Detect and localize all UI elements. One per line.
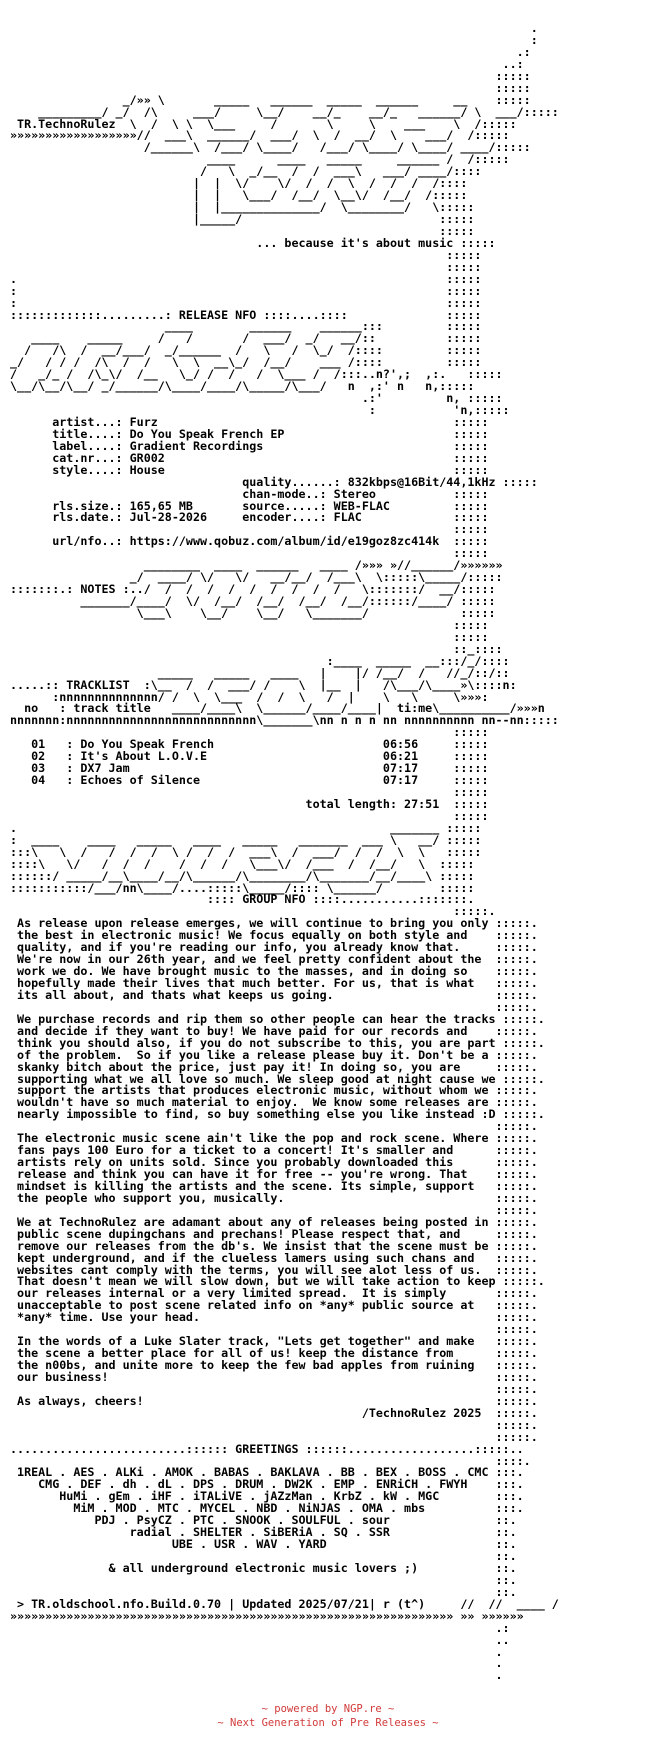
nfo-line: release and think you can have it for free -- you're wrong. That :::::. [10,1167,538,1181]
nfo-line: .:' n, ::::: [10,391,503,406]
nfo-line: _/»» \ _____ ______ _____ ______ __ ::::: [10,92,531,107]
nfo-line: label....: Gradient Recordings ::::: [10,438,489,453]
nfo-line: ::::::/ _____/__\____/__/\______/\________/\_______/__/____\ ::::: [10,868,475,883]
nfo-line: /______\ /___/ \____/ /___/ \____/ \____/ ____/::::: [10,140,531,155]
nfo-line: public scene dupingchans and prechans! Please respect that, and :::::. [10,1226,538,1241]
nfo-line: 02 : It's About L.O.V.E 06:21 ::::: [10,749,489,764]
nfo-line: :::::. [10,1417,538,1432]
nfo-line: our business! :::::. [10,1369,538,1384]
nfo-line: CMG . DEF . dh . dL . DPS . DRUM . DW2K . EMP . ENRiCH . FWYH :::. [10,1477,524,1492]
nfo-line: no : track title ____/____\ \______/____/____| ti:me\__________/»»»n [10,701,545,716]
nfo-line: . _______ ::::: [10,820,482,835]
nfo-line: :::::. [10,1202,538,1217]
nfo-line: ::::: [10,725,489,740]
nfo-line: That doesn't mean we will slow down, but we will take action to keep :::::. [10,1274,545,1289]
nfo-line: ::::: [10,629,489,644]
nfo-line: its all about, and thats what keeps us going. :::::. [10,987,538,1002]
nfo-line: »»»»»»»»»»»»»»»»»»// ___\ ______/ ___/ \ / __/ \ ___/ /::::: [10,128,510,143]
nfo-line: ____ ______ ______::: ::::: [10,319,482,334]
nfo-line: > TR.oldschool.nfo.Build.0.70 | Updated 2025/07/21| r (t^) // // ____ / [10,1596,559,1611]
nfo-line: ::::: [10,808,489,823]
nfo-line: rls.size.: 165,65 MB source.....: WEB-FLAC ::::: [10,498,489,513]
nfo-line: ____ _____ / / / ___/ _/ __/:: ::::: [10,331,482,346]
nfo-line: unacceptable to post scene related info on *any* public source at :::::. [10,1298,538,1313]
nfo-line: _/ ____/ \/ \/ __/__/ /___\ \:::::\_____/::::: [10,570,503,585]
nfo-line: artist...: Furz ::::: [10,414,489,429]
nfo-line: . [10,23,538,35]
nfo-line: In the words of a Luke Slater track, "Lets get together" and make :::::. [10,1334,538,1349]
nfo-line: .: [10,44,531,59]
nfo-line: UBE . USR . WAV . YARD ::. [10,1537,517,1552]
nfo-line: . [10,1668,503,1683]
nfo-line: | | \/ \/ / / \ / / / /:::: [10,176,468,191]
nfo-line: ::::: [10,617,489,632]
nfo-text-block [10,23,650,1718]
nfo-line: HuMi . gEm . iHF . iTALiVE . jAZzMan . KrbZ . kW . MGC :::. [10,1489,524,1504]
nfo-line: the best in electronic music! We focus equally on both style and :::::. [10,928,538,943]
nfo-line: 01 : Do You Speak French 06:56 ::::: [10,737,489,752]
nfo-line: The electronic music scene ain't like the pop and rock scene. Where :::::. [10,1131,538,1146]
nfo-line: : ::::: [10,283,482,298]
nfo-line: As release upon release emerges, we will continue to bring you only :::::. [10,916,538,931]
nfo-line: ::_:::: [10,641,503,656]
nfo-line: ::::: [10,546,489,561]
nfo-line: »»»»»»»»»»»»»»»»»»»»»»»»»»»»»»»»»»»»»»»»»»»»»»»»»»»»»»»»»»»»»»» »» »»»»»» [10,1608,524,1623]
nfo-line: :::\ \ / / / / \ / / / ___\ / ___/ / / \ \ ::::: [10,844,482,859]
nfo-line: *any* time. Use your head. :::::. [10,1310,538,1325]
nfo-line: ::::: [10,80,531,95]
nfo-line: url/nfo..: https://www.qobuz.com/album/id/e19goz8zc414k ::::: [10,534,489,549]
nfo-line: ::::: [10,223,475,238]
nfo-line: | |______________/ \________/ \::::: [10,200,475,215]
nfo-line: ::. [10,1584,517,1599]
nfo-line: ::::: [10,522,489,537]
nfo-line: : 'n,::::: [10,403,510,417]
nfo-line: .. [10,1632,510,1647]
nfo-line: | | \___/ /__/ \__\/ /__/ /::::: [10,188,468,203]
nfo-line: : ____ ____ _____ ____ _____ _______ ___ \ __/ ::::: [10,832,482,847]
nfo-line: |_____/ ::::: [10,212,475,226]
nfo-line: :::::::::::/___/nn\____/....:::::\_____/:::: \______/ ::::: [10,880,475,895]
nfo-line: mindset is killing the artists and the scene. Its simple, support :::::. [10,1178,538,1193]
nfo-line: our releases internal or a very limited spread. It is simply :::::. [10,1286,538,1301]
nfo-line: rls.date.: Jul-28-2026 encoder....: FLAC ::::: [10,510,489,525]
nfo-line: hopefully made their lives that much better. For us, that is what :::::. [10,976,538,990]
nfo-line: style....: House ::::: [10,462,489,477]
nfo-line: ::::: [10,259,482,274]
nfo-line: : ::::: [10,295,482,310]
nfo-line: skanky bitch about the price, just pay it! In doing so, you are :::::. [10,1059,538,1074]
nfo-line: .: [10,1620,510,1635]
footer-tagline: ~ Next Generation of Pre Releases ~ [217,1717,439,1729]
nfo-line: title....: Do You Speak French EP ::::: [10,426,489,441]
nfo-line: think you should also, if you do not subscribe to this, you are part :::::. [10,1035,545,1050]
nfo-line: ::::. [10,1453,531,1468]
nfo-line: remove our releases from the db's. We insist that the scene must be :::::. [10,1238,538,1253]
nfo-line: MiM . MOD . MTC . MYCEL . NBD . NiNJAS . OMA . mbs :::. [10,1501,524,1516]
nfo-line: artists rely on units sold. Since you probably downloaded this :::::. [10,1155,538,1170]
nfo-line: We're now in our 26th year, and we feel pretty confident about the :::::. [10,952,538,967]
nfo-line: . [10,1656,503,1671]
nfo-line: _____ _____ ____ | |/ /__/ / //_/::/:: [10,665,510,680]
nfo-line: .....:: TRACKLIST :\__ / / ___/ / \ |__ | /\___/\____»\::::n: [10,677,517,692]
nfo-line: . ::::: [10,271,482,286]
nfo-line: / \ _/__ / / ___\ ___/ ____/:::: [10,164,482,179]
nfo-line: / /\ / __/___/ _/______ / \ / \_/ /:::: ::::: [10,343,482,358]
nfo-line: support the artists that produces electronic music, without whom we :::::. [10,1083,538,1098]
nfo-line: :::::. [10,1429,538,1444]
nfo-line: work we do. We have brought music to the masses, and in doing so :::::. [10,964,538,979]
nfo-line: :::::. [10,999,538,1014]
nfo-line: :::::. [10,1119,538,1134]
nfo-line: ____ ____ _____ ______ / /::::: [10,152,510,167]
nfo-line: of the problem. So if you like a release please buy it. Don't be a :::::. [10,1047,538,1062]
nfo-line: fans pays 100 Euro for a ticket to a concert! It's smaller and :::::. [10,1143,538,1158]
nfo-line: 04 : Echoes of Silence 07:17 ::::: [10,773,489,788]
nfo-line: ________ ____ ______ ____ /»»» »//______/»»»»»» [10,558,503,573]
nfo-line: cat.nr...: GR002 ::::: [10,450,489,465]
nfo-line: / _/_ / /\_\/ /__ \_/ / / / \___ / /:::..n?',; ,:. ::::: [10,367,503,382]
nfo-line: wouldn't have so much material to enjoy. We know some releases are :::::. [10,1095,538,1110]
nfo-line: :::::::::::::.........: RELEASE NFO ::::....:::: ::::: [10,307,482,322]
nfo-line: We purchase records and rip them so other people can hear the tracks :::::. [10,1011,545,1026]
nfo-line: . [10,1644,503,1659]
nfo-line: _________/ _/ /\ ___/ \__/ __/_ __/_ ______/ \ ___/::::: [10,104,559,119]
nfo-line: :::: GROUP NFO ::::...........:::::::. [10,892,475,907]
nfo-line: :::::. [10,904,496,919]
nfo-line: ::. [10,1549,517,1563]
nfo-line: websites cant comply with the terms, you will see alot less of us. :::::. [10,1262,538,1277]
nfo-line: 1REAL . AES . ALKi . AMOK . BABAS . BAKLAVA . BB . BEX . BOSS . CMC :::. [10,1465,524,1480]
nfo-line: :::::. [10,1381,538,1396]
nfo-line: supporting what we all love so much. We sleep good at night cause we :::::. [10,1071,545,1086]
nfo-line: ::::: [10,247,482,262]
nfo-line: /TechnoRulez 2025 :::::. [10,1405,538,1420]
nfo-line: : [10,32,538,47]
nfo-line: :nnnnnnnnnnnnnn/ / \ \___ / / \ / | \ \ \»»»: [10,689,489,704]
nfo-line: We at TechnoRulez are adamant about any of releases being posted in :::::. [10,1214,538,1229]
nfo-line: quality, and if you're reading our info, you already know that. :::::. [10,940,538,955]
nfo-line: \__/\__/\__/ _/______/\____/____/\_____/\___/ n ,:' n n,::::: [10,379,475,394]
nfo-line: _/ / / / /\ / / \ \ __\_/ /__/ ___ /:::: ::::: [10,355,482,370]
nfo-line: the people who support you, musically. :::::. [10,1190,538,1205]
nfo-line: nearly impossible to find, so buy something else you like instead :D :::::. [10,1107,545,1122]
nfo-line: As always, cheers! :::::. [10,1393,538,1408]
nfo-line: :::::::.: NOTES :../ / / / / / / / / / \:::::::/ __/::::: [10,582,496,597]
nfo-line: ... because it's about music ::::: [10,235,496,250]
nfo-line: TR.TechnoRulez \ / \ \ \___ / \ \ ___ \ /::::: [10,116,517,131]
nfo-line: :____ _____ __:::/_/:::: [10,653,510,668]
nfo-line: \___\ \__/ \__/ \_______/ ::::: [10,605,496,620]
nfo-line: and decide if they want to buy! We have paid for our records and :::::. [10,1023,538,1038]
nfo-line: PDJ . PsyCZ . PTC . SNOOK . SOULFUL . sour ::. [10,1513,517,1528]
nfo-line: total length: 27:51 ::::: [10,796,489,811]
nfo-line: ::. [10,1572,517,1587]
nfo-line: ::::\ \/ / / / / / / \___\/ /___ / /__/ \ ::::: [10,856,475,871]
powered-by-text: ~ powered by NGP.re ~ [261,1703,395,1715]
nfo-line: :::::. [10,1322,538,1337]
nfo-line: radial . SHELTER . SiBERiA . SQ . SSR ::. [10,1525,517,1540]
nfo-line: the scene a better place for all of us! keep the distance from :::::. [10,1346,538,1361]
nfo-line: chan-mode..: Stereo ::::: [10,486,489,501]
nfo-line: kept underground, and if the clueless lamers using such chans and :::::. [10,1250,538,1265]
footer [0,1702,656,1730]
nfo-line: ::::: [10,68,531,83]
nfo-line: nnnnnnn:nnnnnnnnnnnnnnnnnnnnnnnnnnn\_______\nn n n n nn nnnnnnnnnn nn--nn::::: [10,713,559,728]
nfo-line: & all underground electronic music lovers ;) ::. [10,1560,517,1575]
nfo-line: quality......: 832kbps@16Bit/44,1kHz ::::: [10,474,538,489]
nfo-line: 03 : DX7 Jam 07:17 ::::: [10,761,489,776]
nfo-line: _______/____/ \/ /__/ /__/ /__/ /__/::::::/____/ ::::: [10,594,496,608]
nfo-line: ..: [10,56,524,71]
nfo-line: .........................:::::: GREETINGS ::::::..................:::::.. [10,1441,524,1456]
nfo-line: the n00bs, and unite more to keep the few bad apples from ruining :::::. [10,1358,538,1372]
nfo-line: ::::: [10,785,489,799]
